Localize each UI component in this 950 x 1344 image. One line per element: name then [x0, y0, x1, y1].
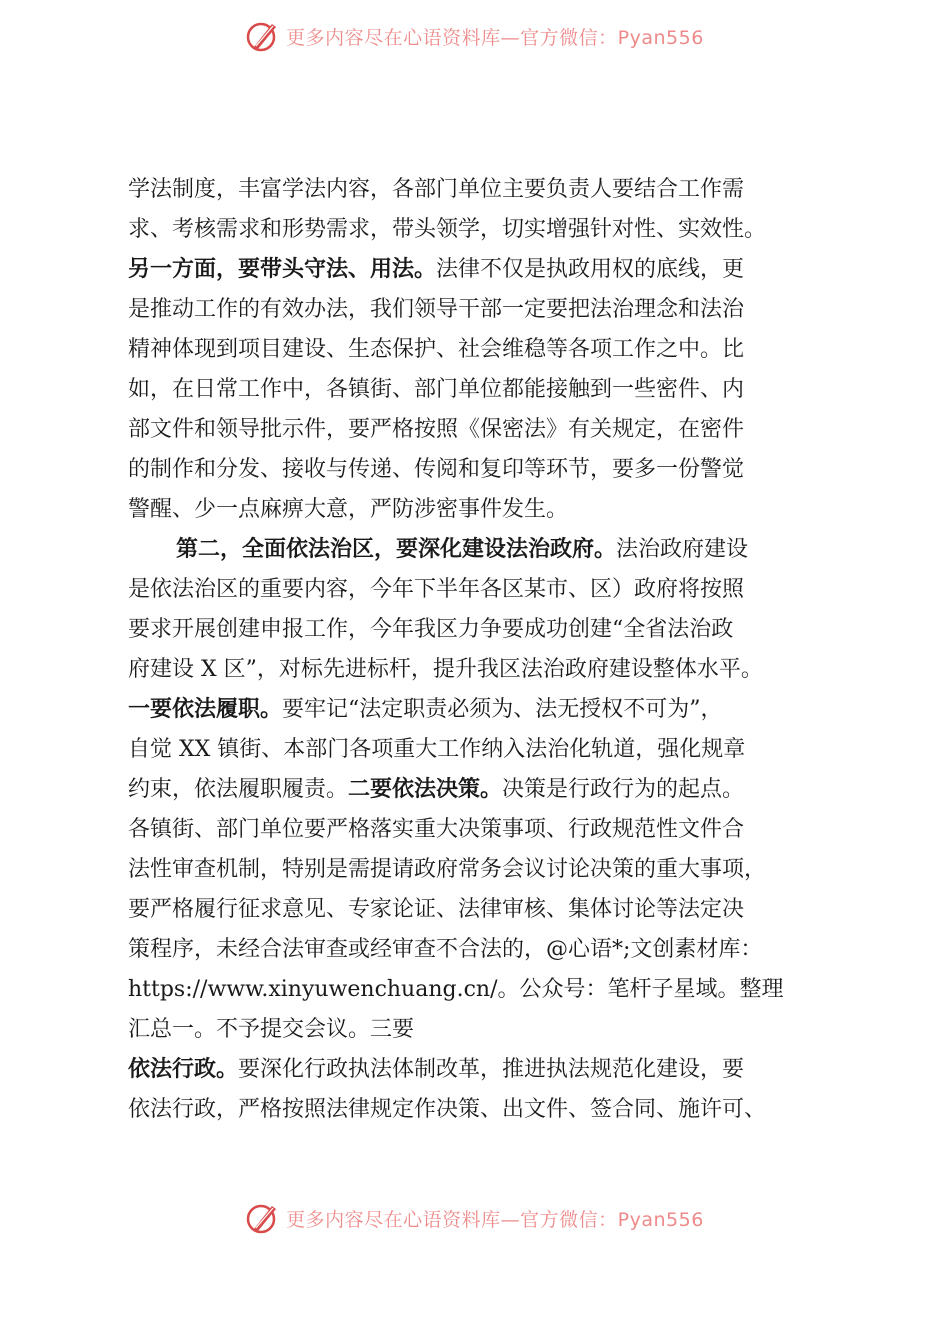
bold-heading: 第二，全面依法治区，要深化建设法治政府。 — [176, 537, 617, 562]
text-line: 部文件和领导批示件，要严格按照《保密法》有关规定，在密件 — [128, 417, 745, 442]
text-line: 依法行政，严格按照法律规定作决策、出文件、签合同、施许可、 — [128, 1097, 767, 1122]
text-line: 是推动工作的有效办法，我们领导干部一定要把法治理念和法治 — [128, 297, 745, 322]
header-watermark-banner — [0, 14, 950, 58]
bold-heading: 依法行政。 — [128, 1057, 239, 1082]
paragraph-first-line: 第二，全面依法治区，要深化建设法治政府。法治政府建设 — [176, 537, 749, 562]
text-line: 精神体现到项目建设、生态保护、社会维稳等各项工作之中。比 — [128, 337, 745, 362]
bold-heading: 另一方面，要带头守法、用法。 — [128, 257, 437, 282]
text-line: 约束，依法履职履责。二要依法决策。决策是行政行为的起点。 — [128, 777, 745, 802]
paragraph-first-line: 一要依法履职。要牢记“法定职责必须为、法无授权不可为”， — [128, 697, 723, 722]
text-line: https://www.xinyuwenchuang.cn/。公众号：笔杆子星域。整理 — [128, 977, 784, 1002]
text-line: 要求开展创建申报工作，今年我区力争要成功创建“全省法治政 — [128, 617, 734, 642]
text-line: 各镇街、部门单位要严格落实重大决策事项、行政规范性文件合 — [128, 817, 745, 842]
text-line: 是依法治区的重要内容，今年下半年各区某市、区）政府将按照 — [128, 577, 745, 602]
text-line: 学法制度，丰富学法内容，各部门单位主要负责人要结合工作需 — [128, 177, 745, 202]
quill-pen-circle-icon — [246, 19, 280, 53]
document-body — [128, 170, 848, 1130]
footer-watermark-banner — [0, 1196, 950, 1240]
text-line: 自觉 XX 镇街、本部门各项重大工作纳入法治化轨道，强化规章 — [128, 737, 746, 762]
text-line: 策程序，未经合法审查或经审查不合法的，@心语*;文创素材库： — [128, 937, 763, 962]
watermark-text: 更多内容尽在心语资料库—官方微信：Pyan556 — [286, 1208, 704, 1231]
text-line: 的制作和分发、接收与传递、传阅和复印等环节，要多一份警觉 — [128, 457, 745, 482]
text-line: 府建设 X 区”，对标先进标杆，提升我区法治政府建设整体水平。 — [128, 657, 763, 682]
bold-heading: 一要依法履职。 — [128, 697, 283, 722]
watermark-text: 更多内容尽在心语资料库—官方微信：Pyan556 — [286, 26, 704, 49]
text-line: 如，在日常工作中，各镇街、部门单位都能接触到一些密件、内 — [128, 377, 745, 402]
text-line: 要严格履行征求意见、专家论证、法律审核、集体讨论等法定决 — [128, 897, 745, 922]
text-line: 法性审查机制，特别是需提请政府常务会议讨论决策的重大事项， — [128, 857, 767, 882]
text-line: 警醒、少一点麻痹大意，严防涉密事件发生。 — [128, 497, 569, 522]
quill-pen-circle-icon — [246, 1201, 280, 1235]
paragraph-first-line: 另一方面，要带头守法、用法。法律不仅是执政用权的底线，更 — [128, 257, 745, 282]
bold-heading: 二要依法决策。 — [348, 777, 503, 802]
text-line: 求、考核需求和形势需求，带头领学，切实增强针对性、实效性。 — [128, 217, 767, 242]
text-line: 汇总一。不予提交会议。三要 — [128, 1017, 415, 1042]
paragraph-first-line: 依法行政。要深化行政执法体制改革，推进执法规范化建设，要 — [128, 1057, 745, 1082]
